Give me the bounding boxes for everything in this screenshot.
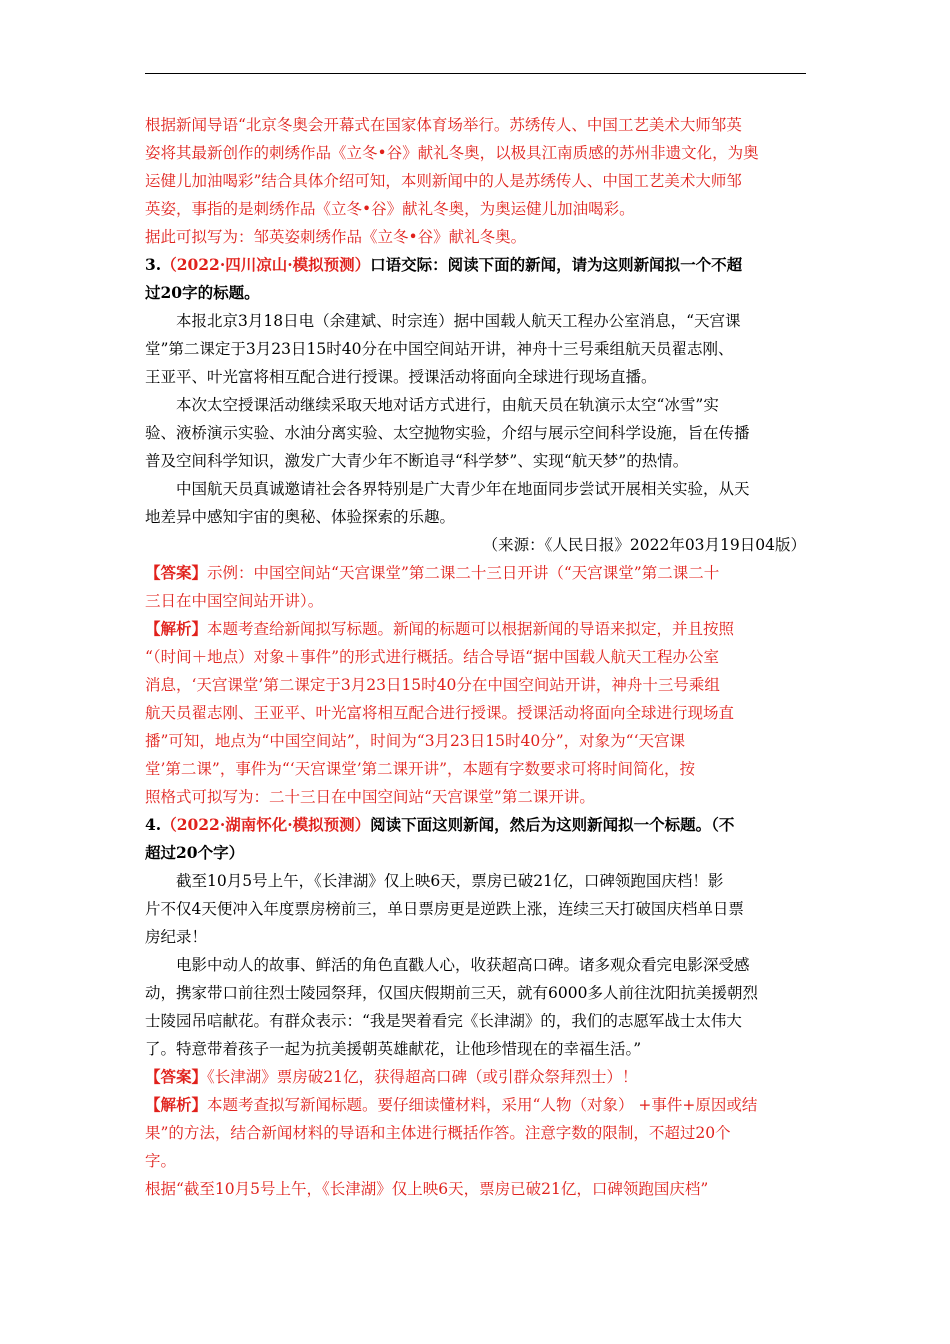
news-text-line: 中国航天员真诚邀请社会各界特别是广大青少年在地面同步尝试开展相关实验，从天 [176,480,750,498]
answer-line [145,559,806,587]
source-note: （来源：《人民日报》2022年03月19日04版） [482,536,806,554]
analysis-line-cont: 航天员翟志刚、王亚平、叶光富将相互配合进行授课。授课活动将面向全球进行现场直 [145,704,735,722]
analysis-line-cont: 果”的方法，结合新闻材料的导语和主体进行概括作答。注意字数的限制，不超过20个 [145,1124,731,1142]
text-line: 运健儿加油喝彩”结合具体介绍可知，本则新闻中的人是苏绣传人、中国工艺美术大师邹 [145,172,742,190]
news-text-line: 本报北京3月18日电（余建斌、时宗连）据中国载人航天工程办公室消息，“天宫课 [176,312,741,330]
question-number: 3. [145,255,162,274]
text-line: 姿将其最新创作的刺绣作品《立冬•谷》献礼冬奥，以极具江南质感的苏州非遗文化，为奥 [145,144,759,162]
question-number: 4. [145,815,162,834]
text-line: 根据新闻导语“北京冬奥会开幕式在国家体育场举行。苏绣传人、中国工艺美术大师邹英 [145,116,742,134]
news-text-line: 截至10月5号上午，《长津湖》仅上映6天，票房已破21亿，口碑领跑国庆档！影 [176,872,724,890]
question-header [145,251,806,279]
answer-line-cont: 三日在中国空间站开讲）。 [145,592,324,610]
analysis-line-cont: 播”可知，地点为“中国空间站”，时间为“3月23日15时40分”，对象为“‘天宫课 [145,732,686,750]
news-text-line: 地差异中感知宇宙的奥秘、体验探索的乐趣。 [145,508,456,526]
news-text-line: 动，携家带口前往烈士陵园祭拜，仅国庆假期前三天，就有6000多人前往沈阳抗美援朝烈 [145,984,758,1002]
analysis-tag: 【解析】 [145,619,208,638]
news-text-line: 堂”第二课定于3月23日15时40分在中国空间站开讲，神舟十三号乘组航天员翟志刚、 [145,340,734,358]
document-page [145,111,806,1203]
text-line: 据此可拟写为：邹英姿刺绣作品《立冬•谷》献礼冬奥。 [145,228,527,246]
analysis-line-cont: 消息，‘天宫课堂’第二课定于3月23日15时40分在中国空间站开讲，神舟十三号乘组 [145,676,720,694]
news-text-line: 了。特意带着孩子一起为抗美援朝英雄献花，让他珍惜现在的幸福生活。” [145,1040,642,1058]
news-text-line: 片不仅4天便冲入年度票房榜前三，单日票房更是逆跌上涨，连续三天打破国庆档单日票 [145,900,744,918]
answer-line [145,1063,806,1091]
news-text-line: 验、液桥演示实验、水油分离实验、太空抛物实验，介绍与展示空间科学设施，旨在传播 [145,424,750,442]
news-text-line: 王亚平、叶光富将相互配合进行授课。授课活动将面向全球进行现场直播。 [145,368,657,386]
analysis-line-cont: 根据“截至10月5号上午，《长津湖》仅上映6天，票房已破21亿，口碑领跑国庆档” [145,1180,709,1198]
question-prompt-cont: 过20字的标题。 [145,283,260,302]
answer-text: 《长津湖》票房破21亿，获得超高口碑（或引群众祭拜烈士）！ [207,1068,638,1086]
answer-tag: 【答案】 [145,563,208,582]
analysis-line [145,1091,806,1119]
analysis-line [145,615,806,643]
question-3 [145,251,806,811]
header-rule [145,73,806,74]
news-text-line: 房纪录！ [145,928,208,946]
question-prompt: 口语交际：阅读下面的新闻，请为这则新闻拟一个不超 [370,255,743,274]
question-prompt-cont: 超过20个字） [145,843,245,862]
question-header [145,811,806,839]
question-source: （2022·四川凉山·模拟预测） [161,255,371,274]
analysis-line-cont: 字。 [145,1152,177,1170]
answer-text: 示例：中国空间站“天宫课堂”第二课二十三日开讲（“天宫课堂”第二课二十 [207,564,720,582]
question-prompt: 阅读下面这则新闻，然后为这则新闻拟一个标题。（不 [370,815,735,834]
analysis-line-cont: 照格式可拟写为：二十三日在中国空间站“天宫课堂”第二课开讲。 [145,788,595,806]
text-line: 英姿，事指的是刺绣作品《立冬•谷》献礼冬奥，为奥运健儿加油喝彩。 [145,200,635,218]
analysis-text: 本题考查拟写新闻标题。要仔细读懂材料，采用“人物（对象） +事件+原因或结 [207,1096,758,1114]
analysis-tag: 【解析】 [145,1095,208,1114]
analysis-line-cont: “（时间＋地点）对象＋事件”的形式进行概括。结合导语“据中国载人航天工程办公室 [145,648,720,666]
news-text-line: 士陵园吊唁献花。有群众表示：“我是哭着看完《长津湖》的，我们的志愿军战士太伟大 [145,1012,742,1030]
answer-tag: 【答案】 [145,1067,208,1086]
question-4 [145,811,806,1203]
previous-analysis [145,111,806,251]
analysis-text: 本题考查给新闻拟写标题。新闻的标题可以根据新闻的导语来拟定，并且按照 [207,620,735,638]
analysis-line-cont: 堂’第二课”，事件为“‘天宫课堂’第二课开讲”，本题有字数要求可将时间简化，按 [145,760,696,778]
news-text-line: 电影中动人的故事、鲜活的角色直戳人心，收获超高口碑。诸多观众看完电影深受感 [176,956,750,974]
news-text-line: 本次太空授课活动继续采取天地对话方式进行，由航天员在轨演示太空“冰雪”实 [176,396,719,414]
question-source: （2022·湖南怀化·模拟预测） [161,815,371,834]
news-text-line: 普及空间科学知识，激发广大青少年不断追寻“科学梦”、实现“航天梦”的热情。 [145,452,689,470]
